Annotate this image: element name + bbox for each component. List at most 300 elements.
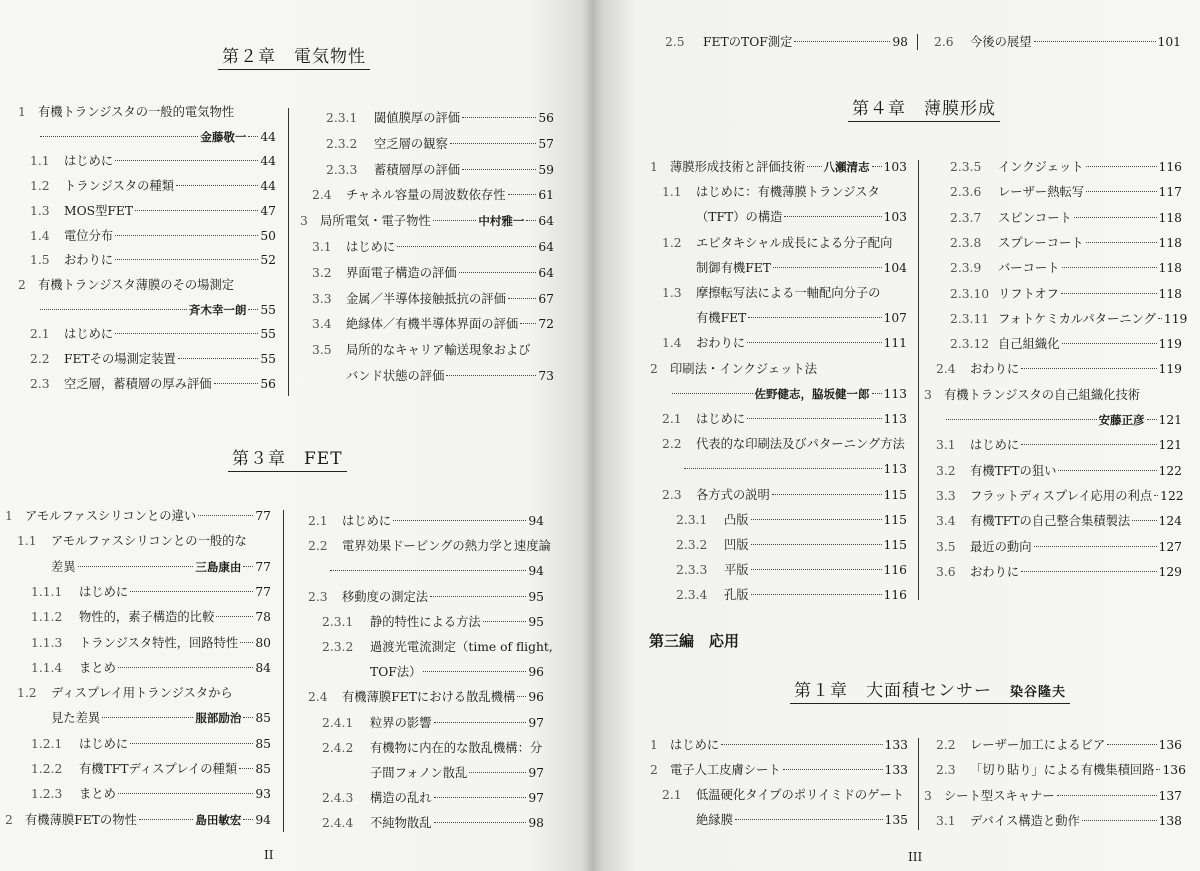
leader-dots (872, 166, 882, 167)
entry-title: （TFT）の構造 (696, 210, 783, 225)
toc-entry (936, 435, 1182, 455)
entry-title: 差異 (51, 559, 76, 574)
toc-entry (934, 32, 1181, 52)
section-number: 1.2.2 (31, 762, 63, 776)
section-number: 1 (650, 738, 658, 752)
leader-dots (115, 259, 258, 260)
entry-page: 80 (255, 635, 271, 650)
leader-dots (508, 194, 537, 195)
toc-entry (31, 734, 271, 754)
leader-dots (130, 743, 253, 744)
entry-title: 局所電気・電子物性 (320, 214, 431, 229)
section-number: 2.3.2 (322, 640, 354, 654)
column-divider (917, 34, 918, 50)
entry-author: 斉木幸一朗 (188, 302, 247, 317)
entry-title: はじめに (64, 327, 114, 342)
leader-dots (462, 169, 536, 170)
entry-page: 119 (1158, 337, 1182, 352)
entry-page: 113 (883, 412, 907, 426)
leader-dots (946, 419, 1097, 420)
entry-title: 空乏層の観察 (374, 136, 448, 151)
entry-title: おわりに (970, 362, 1020, 377)
section-number: 3.6 (936, 564, 956, 579)
entry-page: 44 (260, 129, 276, 144)
section-number: 2 (650, 763, 658, 777)
toc-entry (950, 208, 1182, 228)
entry-title: レーザー熱転写 (998, 185, 1085, 200)
entry-title: はじめに (696, 412, 746, 426)
toc-entry (936, 511, 1182, 531)
leader-dots (783, 769, 883, 770)
toc-entry (30, 176, 276, 196)
entry-title: スプレーコート (998, 235, 1084, 250)
part-heading: 第三編 応用 (649, 632, 740, 650)
entry-page: 115 (883, 512, 907, 527)
chapter-4-heading: 第４章 薄膜形成 (848, 94, 1000, 122)
entry-title: 代表的な印刷法及びパターニング方法 (696, 437, 905, 452)
toc-entry (30, 324, 276, 344)
section-number: 2.3.4 (676, 588, 708, 603)
leader-dots (794, 41, 890, 42)
toc-entry (31, 658, 271, 678)
entry-title: アモルファスシリコンとの違い (25, 509, 197, 523)
entry-title: まとめ (79, 660, 116, 675)
toc-entry (936, 811, 1182, 831)
leader-dots (446, 375, 536, 376)
entry-title: 過渡光電流測定（time of flight, (370, 640, 553, 654)
entry-title: 蓄積層厚の評価 (374, 162, 461, 177)
leader-dots (1074, 217, 1157, 218)
leader-dots (1061, 293, 1157, 294)
leader-dots (78, 566, 194, 567)
entry-author: 島田敏宏 (195, 812, 242, 827)
section-number: 2.3.7 (950, 210, 982, 225)
toc-entry (31, 607, 271, 627)
toc-entry (5, 506, 271, 526)
entry-title: 今後の展望 (970, 35, 1032, 49)
entry-title: 金属／半導体接触抵抗の評価 (346, 291, 506, 306)
leader-dots (243, 717, 253, 718)
entry-title: 凹版 (724, 538, 749, 552)
toc-entry (51, 557, 271, 577)
entry-author: 服部励治 (195, 711, 242, 726)
entry-title: 摩擦転写法による一軸配向分子の (696, 286, 881, 300)
entry-page: 44 (260, 154, 276, 169)
left-page (0, 0, 585, 871)
toc-entry (650, 735, 908, 755)
entry-title: 有機TFTの自己整合集積製法 (970, 514, 1131, 529)
toc-entry (312, 185, 554, 205)
toc-entry (18, 102, 276, 122)
leader-dots (178, 358, 259, 359)
section-number: 1.2.3 (31, 787, 63, 802)
leader-dots (1156, 769, 1160, 770)
entry-title: TOF法） (370, 665, 422, 680)
leader-dots (1086, 191, 1156, 192)
section-number: 1.1 (30, 154, 50, 169)
entry-page: 124 (1158, 514, 1182, 529)
entry-title: 有機トランジスタの自己組織化技術 (944, 387, 1141, 402)
section-number: 2.2 (30, 352, 50, 366)
section-number: 3.3 (312, 291, 332, 306)
entry-page: 77 (255, 509, 271, 523)
entry-page: 55 (260, 302, 276, 317)
leader-dots (469, 772, 526, 773)
section-number: 1.1.1 (31, 584, 63, 599)
section-number: 3.1 (312, 240, 332, 254)
leader-dots (433, 220, 477, 221)
entry-title: エピタキシャル成長による分子配向 (696, 235, 893, 250)
entry-page: 138 (1158, 813, 1182, 828)
section-number: 3 (300, 214, 308, 229)
toc-entry (670, 384, 907, 404)
column-divider (288, 108, 289, 396)
leader-dots (1158, 318, 1162, 319)
entry-title: はじめに (342, 514, 392, 528)
entry-page: 55 (260, 352, 276, 366)
entry-page: 117 (1158, 185, 1182, 200)
toc-entry (328, 561, 544, 581)
section-number: 2.3.8 (950, 235, 982, 250)
section-number: 2.3.2 (326, 136, 358, 151)
leader-dots (735, 819, 883, 820)
leader-dots (1082, 820, 1157, 821)
section-number: 2.4 (312, 188, 332, 203)
entry-page: 84 (255, 660, 271, 675)
entry-title: MOS型FET (64, 203, 134, 218)
entry-title: シート型スキャナー (944, 788, 1055, 803)
entry-title: トランジスタの種類 (64, 179, 174, 194)
toc-entry (676, 560, 907, 580)
entry-page: 113 (883, 462, 907, 477)
toc-entry (676, 510, 907, 530)
entry-title: はじめに (79, 584, 129, 599)
entry-title: 凸版 (724, 512, 749, 527)
entry-page: 96 (528, 665, 544, 680)
entry-page: 56 (538, 111, 554, 125)
entry-title: 有機TFTの狙い (970, 463, 1057, 478)
entry-title: 静的特性による方法 (370, 614, 481, 629)
toc-entry (924, 385, 1182, 405)
chapter-1-heading (790, 676, 1070, 704)
entry-page: 52 (260, 253, 276, 268)
section-number: 2.6 (934, 35, 954, 49)
toc-entry (31, 784, 271, 804)
entry-page: 77 (255, 584, 271, 599)
toc-entry (662, 785, 908, 805)
section-number: 3.1 (936, 813, 956, 828)
leader-dots (459, 272, 537, 273)
toc-entry (950, 309, 1188, 329)
toc-entry (662, 409, 907, 429)
entry-page: 111 (883, 336, 907, 351)
entry-title: フラットディスプレイ応用の利点 (970, 488, 1153, 503)
entry-page: 44 (260, 179, 276, 194)
leader-dots (330, 570, 526, 571)
leader-dots (198, 515, 253, 516)
section-number: 2.4.1 (322, 715, 354, 730)
toc-entry (936, 461, 1182, 481)
entry-title: デバイス構造と動作 (970, 813, 1080, 828)
toc-entry (950, 258, 1182, 278)
toc-entry (31, 759, 271, 779)
section-number: 2.1 (308, 514, 328, 528)
section-number: 1.4 (30, 228, 50, 243)
entry-title: まとめ (79, 787, 116, 802)
entry-page: 72 (538, 317, 554, 332)
entry-page: 104 (883, 260, 907, 275)
section-number: 1.1 (662, 185, 682, 200)
entry-title: チャネル容量の周波数依存性 (346, 188, 506, 203)
toc-entry (312, 289, 554, 309)
toc-entry (308, 536, 551, 556)
entry-page: 73 (538, 369, 554, 383)
section-number: 1.2.1 (31, 736, 63, 751)
entry-page: 85 (255, 711, 271, 726)
entry-page: 133 (884, 738, 908, 752)
toc-entry (696, 308, 907, 328)
page-number: II (264, 848, 274, 862)
toc-entry (18, 275, 276, 295)
entry-title: はじめに (79, 736, 129, 751)
leader-dots (1086, 166, 1157, 167)
entry-title: 見た差異 (51, 711, 101, 726)
entry-title: インクジェット (998, 160, 1084, 174)
toc-entry (17, 683, 271, 703)
toc-entry (30, 226, 276, 246)
entry-title: 有機トランジスタ薄膜のその場測定 (38, 277, 235, 292)
section-number: 1.2 (30, 179, 50, 194)
entry-page: 96 (528, 690, 544, 705)
toc-entry (322, 612, 544, 632)
toc-entry (936, 486, 1182, 506)
entry-title: 移動度の測定法 (342, 589, 429, 604)
leader-dots (751, 544, 882, 545)
entry-page: 94 (528, 514, 544, 528)
entry-page: 103 (883, 160, 907, 174)
entry-title: 各方式の説明 (696, 487, 770, 502)
entry-page: 113 (883, 386, 907, 401)
section-number: 3.2 (936, 463, 956, 478)
leader-dots (1062, 267, 1157, 268)
entry-title: ディスプレイ用トランジスタから (51, 686, 233, 701)
entry-page: 119 (1163, 311, 1188, 326)
section-number: 2.3.9 (950, 261, 982, 276)
leader-dots (102, 717, 193, 718)
entry-title: 制御有機FET (696, 260, 771, 275)
entry-page: 118 (1158, 235, 1182, 250)
section-number: 2.3.2 (676, 538, 708, 552)
entry-title: 平版 (724, 563, 749, 578)
entry-title: 電界効果ドーピングの熱力学と速度論 (342, 539, 551, 554)
toc-entry (936, 735, 1182, 755)
leader-dots (483, 621, 527, 622)
section-number: 1.3 (30, 203, 50, 218)
section-number: 2.3.5 (950, 160, 982, 174)
leader-dots (784, 216, 881, 217)
leader-dots (176, 185, 258, 186)
entry-title: 自己組織化 (998, 337, 1060, 352)
leader-dots (450, 143, 537, 144)
entry-title: リフトオフ (998, 286, 1059, 301)
toc-entry (31, 633, 271, 653)
section-number: 1.1.2 (31, 610, 63, 625)
entry-title: 有機TFTディスプレイの種類 (79, 762, 238, 776)
leader-dots (40, 309, 187, 310)
entry-page: 61 (538, 188, 554, 203)
section-number: 2.1 (662, 788, 682, 802)
entry-page: 97 (528, 766, 544, 780)
entry-title: レーザー加工によるビア (970, 738, 1106, 752)
leader-dots (751, 569, 882, 570)
entry-page: 85 (255, 762, 271, 776)
leader-dots (434, 797, 527, 798)
leader-dots (1034, 546, 1157, 547)
toc-entry (346, 366, 554, 386)
section-number: 2.2 (308, 539, 328, 554)
leader-dots (807, 166, 821, 167)
entry-title: 有機物に内在的な散乱機構：分 (370, 740, 543, 755)
leader-dots (1058, 470, 1156, 471)
section-number: 2.3 (308, 589, 328, 604)
leader-dots (748, 317, 881, 318)
toc-entry (322, 788, 544, 808)
toc-entry (308, 587, 544, 607)
entry-title: 有機FET (696, 311, 747, 326)
entry-page: 56 (260, 376, 276, 391)
entry-title: スピンコート (998, 210, 1072, 225)
toc-entry (936, 359, 1182, 379)
entry-title: はじめに (346, 240, 396, 254)
entry-title: 絶縁体／有機半導体界面の評価 (346, 317, 519, 332)
chapter-3-heading: 第３章 FET (228, 444, 347, 472)
section-number: 2 (18, 277, 26, 292)
entry-title: FETのTOF測定 (703, 35, 793, 49)
entry-author: 安藤正彦 (1098, 413, 1145, 427)
entry-page: 78 (255, 610, 271, 625)
section-number: 1.5 (30, 253, 50, 268)
entry-title: 印刷法・インクジェット法 (670, 361, 818, 376)
toc-entry (31, 582, 271, 602)
entry-title: 子間フォノン散乱 (370, 766, 468, 780)
leader-dots (248, 136, 258, 137)
leader-dots (1147, 419, 1157, 420)
section-number: 1.2 (662, 235, 682, 250)
leader-dots (672, 393, 753, 394)
toc-entry (650, 760, 908, 780)
section-number: 1.2 (17, 686, 37, 701)
entry-title: フォトケミカルパターニング (998, 311, 1156, 326)
entry-page: 129 (1158, 564, 1182, 579)
entry-title: 空乏層，蓄積層の厚み評価 (64, 376, 212, 391)
toc-entry (696, 207, 907, 227)
toc-entry (662, 233, 907, 253)
entry-title: 電子人工皮膚シート (670, 763, 781, 777)
section-number: 3.3 (936, 488, 956, 503)
toc-entry (322, 713, 544, 733)
entry-title: 最近の動向 (970, 539, 1032, 554)
leader-dots (747, 342, 881, 343)
section-number: 2.4.4 (322, 816, 354, 831)
entry-page: 85 (255, 736, 271, 751)
section-number: 1.4 (662, 336, 682, 351)
toc-entry (370, 763, 544, 783)
leader-dots (118, 667, 253, 668)
section-number: 1 (650, 160, 658, 174)
toc-entry (950, 182, 1182, 202)
entry-author: 三島康由 (195, 559, 242, 574)
toc-entry (30, 201, 276, 221)
column-divider (918, 738, 919, 830)
entry-page: 119 (1158, 362, 1182, 377)
toc-entry (950, 157, 1182, 177)
entry-page: 64 (538, 265, 554, 280)
entry-page: 133 (884, 763, 908, 777)
toc-entry (650, 157, 907, 177)
leader-dots (508, 298, 536, 299)
entry-page: 107 (883, 311, 907, 326)
section-number: 2.4.3 (322, 791, 354, 806)
entry-page: 137 (1158, 788, 1182, 803)
entry-page: 118 (1158, 261, 1182, 276)
entry-title: 物性的，素子構造的比較 (79, 610, 215, 625)
section-number: 1.3 (662, 286, 682, 300)
section-number: 2 (650, 361, 658, 376)
leader-dots (1132, 520, 1156, 521)
toc-entry (308, 687, 544, 707)
leader-dots (1034, 41, 1156, 42)
leader-dots (1154, 495, 1158, 496)
entry-page: 121 (1158, 438, 1182, 453)
entry-page: 97 (528, 715, 544, 730)
entry-page: 122 (1160, 488, 1184, 503)
section-number: 3.1 (936, 438, 956, 453)
leader-dots (772, 494, 882, 495)
toc-entry (944, 410, 1182, 430)
section-number: 2.4 (936, 362, 956, 377)
entry-title: 有機薄膜FETにおける散乱機構 (342, 690, 516, 705)
section-number: 1 (18, 105, 26, 119)
toc-entry (30, 349, 276, 369)
chapter-1-author: 染谷隆夫 (1010, 685, 1067, 700)
leader-dots (1086, 242, 1157, 243)
section-number: 2.4.2 (322, 740, 354, 755)
toc-entry (322, 637, 553, 657)
column-divider (283, 510, 284, 832)
entry-page: 116 (883, 563, 907, 578)
section-number: 3.2 (312, 265, 332, 280)
entry-author: 八瀬清志 (823, 160, 870, 174)
entry-page: 67 (538, 291, 554, 306)
entry-page: 118 (1158, 210, 1182, 225)
toc-entry (312, 263, 554, 283)
section-number: 2.3.12 (950, 337, 990, 352)
section-number: 2.3.3 (326, 162, 358, 177)
entry-page: 97 (528, 791, 544, 806)
entry-title: 粒界の影響 (370, 715, 432, 730)
leader-dots (135, 210, 258, 211)
entry-title: はじめに (64, 154, 114, 169)
entry-page: 115 (883, 538, 907, 552)
toc-entry (312, 340, 554, 360)
section-number: 1.1 (17, 534, 37, 549)
leader-dots (393, 520, 526, 521)
toc-entry (682, 459, 907, 479)
leader-dots (397, 246, 536, 247)
toc-entry (308, 511, 544, 531)
section-number: 2.3 (662, 487, 682, 502)
leader-dots (1107, 744, 1156, 745)
